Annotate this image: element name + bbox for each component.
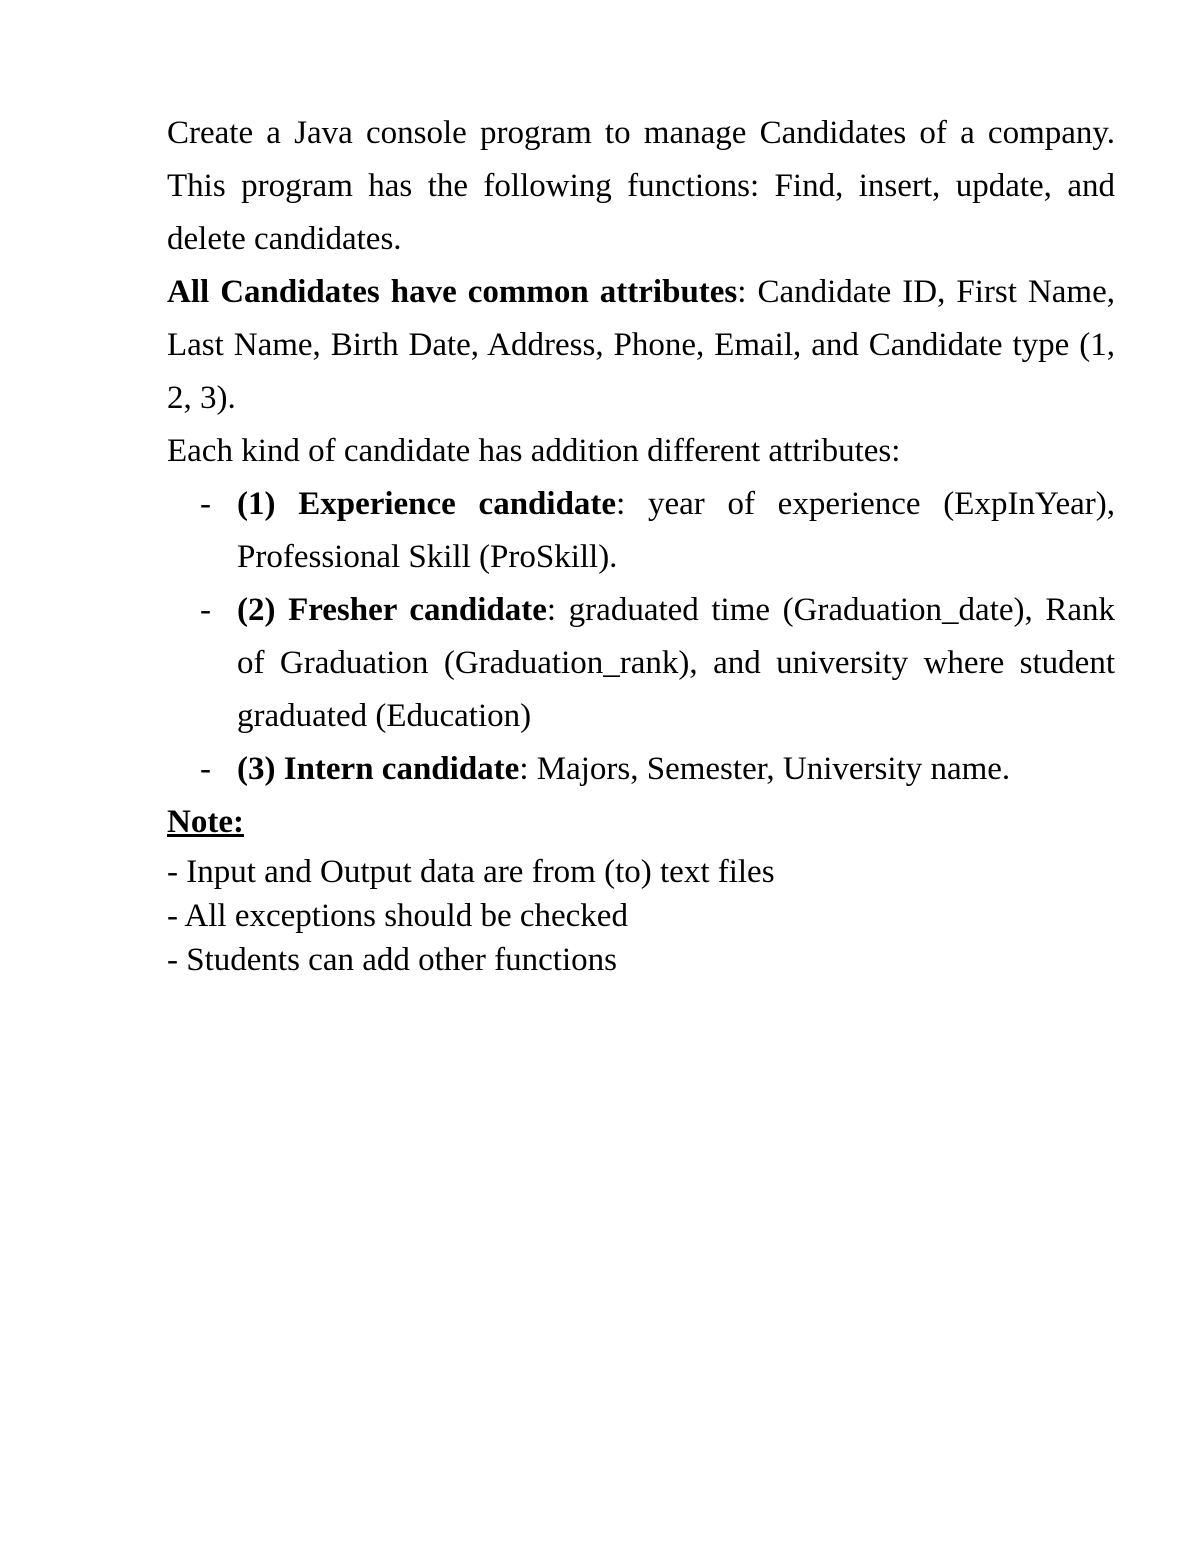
list-dash: - [200, 751, 211, 787]
experience-label: (1) Experience candidate [237, 486, 617, 522]
intern-label: (3) Intern candidate [237, 751, 520, 787]
fresher-separator: : [546, 592, 557, 628]
note-line: - Students can add other functions [167, 942, 617, 978]
document-body [167, 107, 1115, 982]
common-attributes-text: Candidate ID, First Name, Last Name, Birth Date, Address, Phone, Email, and Candidate type (1, 2, 3). [167, 274, 1115, 416]
common-attributes-label: All Candidates have common attributes [167, 274, 738, 310]
note-heading: Note: [167, 804, 244, 840]
intern-separator: : [519, 751, 529, 787]
intern-text: Majors, Semester, University name. [528, 751, 1011, 787]
list-item-intern [167, 743, 1115, 796]
fresher-label: (2) Fresher candidate [237, 592, 547, 628]
list-dash: - [200, 486, 211, 522]
common-attributes-paragraph [167, 266, 1115, 425]
candidate-type-list [167, 478, 1115, 796]
fresher-text: graduated time (Graduation_date), Rank of Graduation (Graduation_rank), and university where student graduated (Education) [237, 592, 1115, 734]
intro-paragraph: Create a Java console program to manage Candidates of a company. This program has the following functions: Find, insert, update, and delete candidates. [167, 115, 1115, 257]
list-item-experience [167, 478, 1115, 584]
common-attributes-separator: : [737, 274, 747, 310]
note-line: - All exceptions should be checked [167, 898, 628, 934]
list-dash: - [200, 592, 211, 628]
list-item-fresher [167, 584, 1115, 743]
experience-separator: : [616, 486, 626, 522]
note-line: - Input and Output data are from (to) text files [167, 854, 775, 890]
experience-text: year of experience (ExpInYear), Professional Skill (ProSkill). [237, 486, 1115, 575]
each-kind-paragraph: Each kind of candidate has addition different attributes: [167, 433, 901, 469]
